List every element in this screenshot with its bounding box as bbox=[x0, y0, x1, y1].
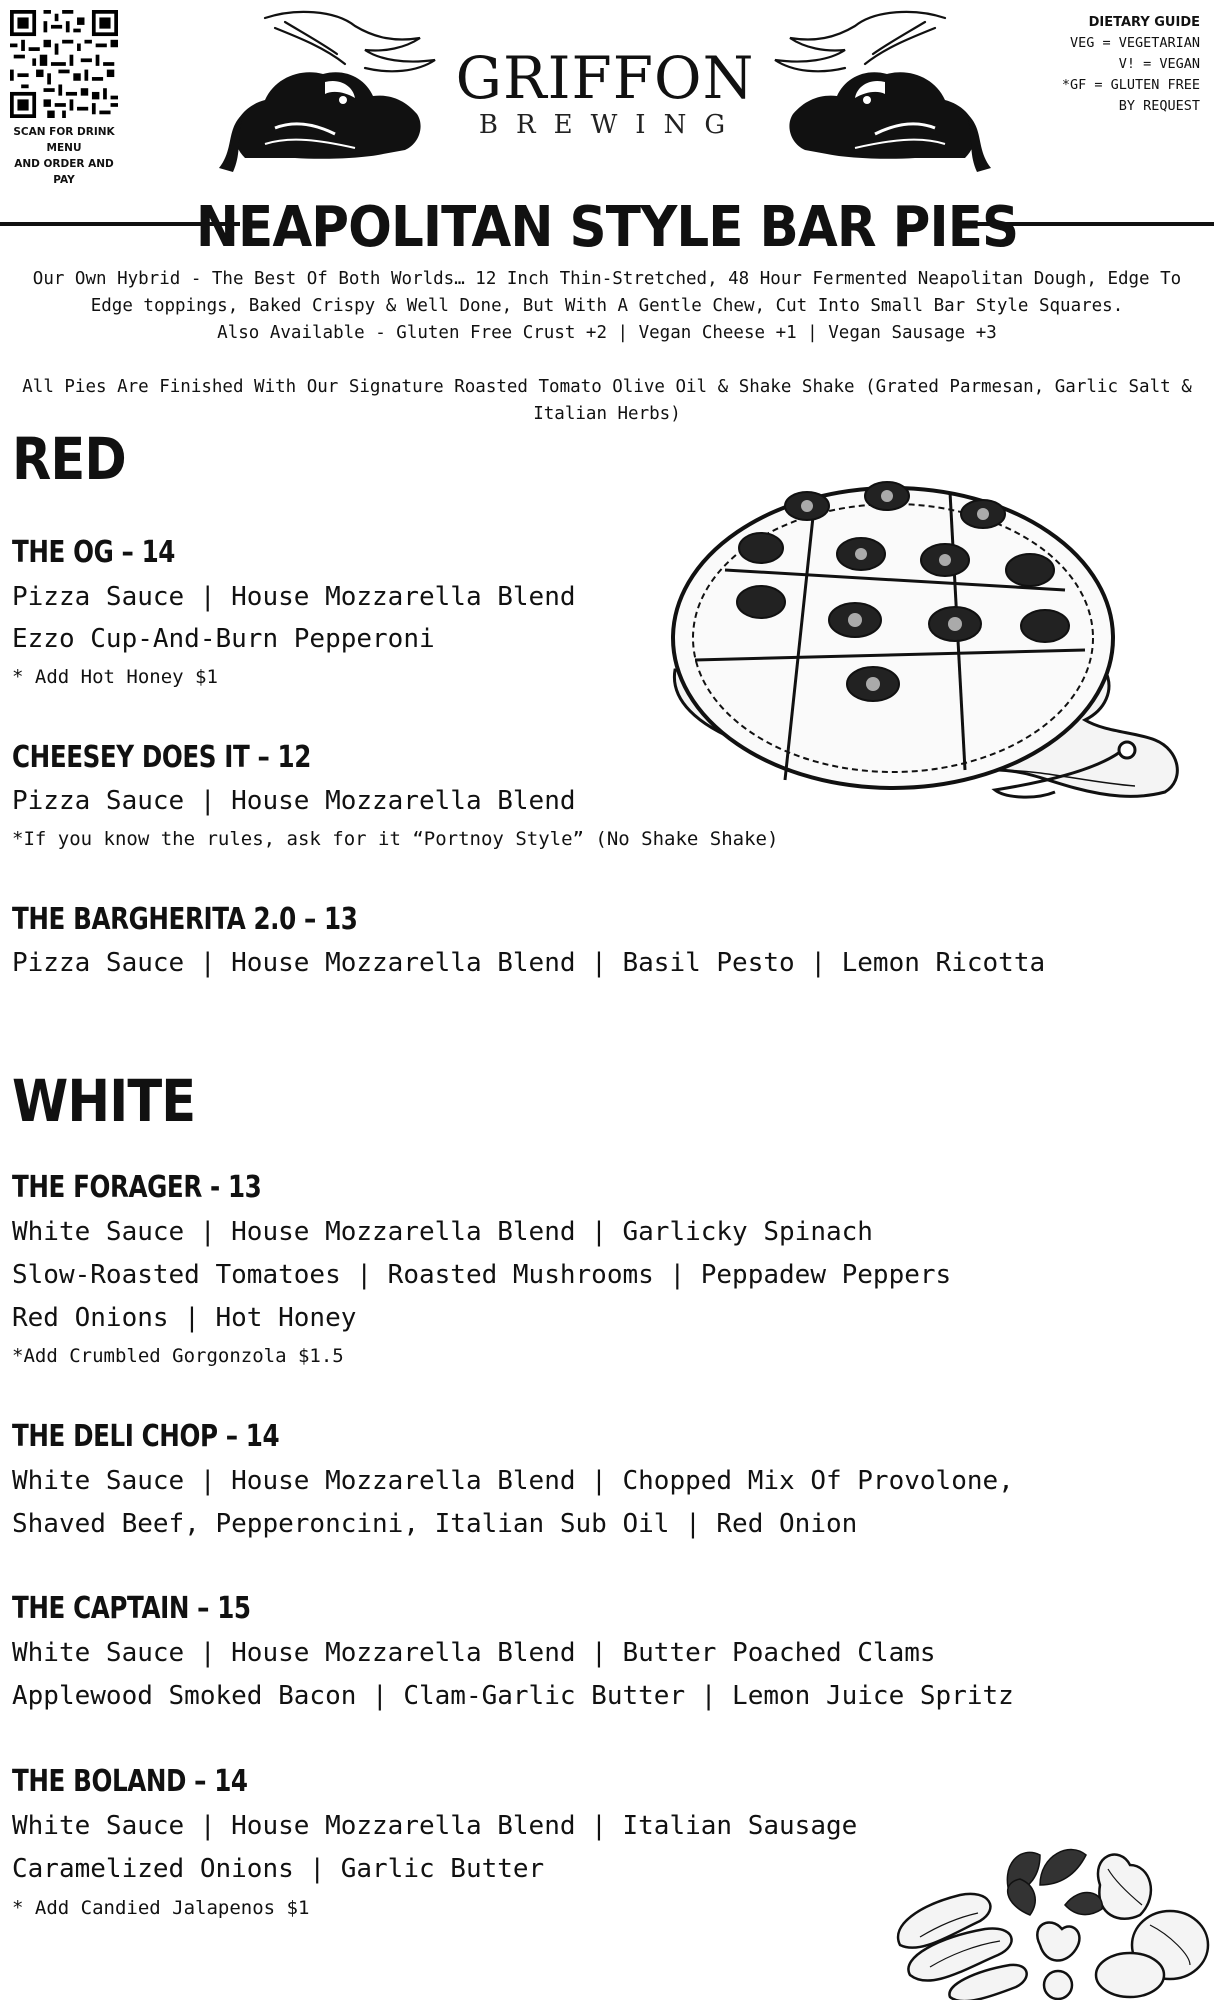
menu-item-name: THE CAPTAIN – 15 bbox=[12, 1591, 251, 1626]
dietary-guide bbox=[1062, 12, 1200, 117]
menu-item-line: Ezzo Cup-And-Burn Pepperoni bbox=[12, 624, 435, 654]
intro-finish: All Pies Are Finished With Our Signature Roasted Tomato Olive Oil & Shake Shake (Grated Parmesan, Garlic Salt & Italian Herbs) bbox=[22, 377, 1192, 424]
menu-item-line: Caramelized Onions | Garlic Butter bbox=[12, 1854, 545, 1884]
menu-item-name: THE FORAGER - 13 bbox=[12, 1170, 262, 1205]
menu-item-line: White Sauce | House Mozzarella Blend | Italian Sausage bbox=[12, 1811, 858, 1841]
brand-name: GRIFFON bbox=[455, 44, 755, 112]
menu-item-note: * Add Hot Honey $1 bbox=[12, 666, 218, 688]
menu-item-line: Red Onions | Hot Honey bbox=[12, 1303, 357, 1333]
dietary-line: BY REQUEST bbox=[1118, 98, 1200, 114]
dietary-guide-title: DIETARY GUIDE bbox=[1088, 15, 1200, 30]
dietary-line: VEG = VEGETARIAN bbox=[1069, 35, 1200, 51]
section-heading-red: RED bbox=[12, 425, 126, 493]
menu-item-note: *If you know the rules, ask for it “Portnoy Style” (No Shake Shake) bbox=[12, 828, 779, 850]
dietary-line: V! = VEGAN bbox=[1118, 56, 1200, 72]
intro-description: Our Own Hybrid - The Best Of Both Worlds… 12 Inch Thin-Stretched, 48 Hour Fermented Neapolitan Dough, Edge To Edge toppings, Baked Crispy & Well Done, But With A Gentle Chew, Cut Into Small Bar Style Squares. bbox=[32, 269, 1182, 316]
menu-item-name: CHEESEY DOES IT – 12 bbox=[12, 740, 311, 775]
qr-caption: SCAN FOR DRINK MENU AND ORDER AND PAY bbox=[13, 126, 115, 186]
brand-subtitle: BREWING bbox=[478, 110, 744, 140]
menu-item-note: * Add Candied Jalapenos $1 bbox=[12, 1897, 310, 1919]
menu-item-line: Applewood Smoked Bacon | Clam-Garlic Butter | Lemon Juice Spritz bbox=[12, 1681, 1014, 1711]
menu-item-name: THE DELI CHOP – 14 bbox=[12, 1419, 280, 1454]
menu-item-line: Pizza Sauce | House Mozzarella Blend bbox=[12, 786, 576, 816]
griffin-right-icon bbox=[755, 8, 1005, 180]
menu-item-line: Pizza Sauce | House Mozzarella Blend | Basil Pesto | Lemon Ricotta bbox=[12, 948, 1046, 978]
qr-code-icon[interactable] bbox=[10, 10, 118, 118]
pizza-illustration bbox=[665, 470, 1185, 810]
menu-item-line: White Sauce | House Mozzarella Blend | Chopped Mix Of Provolone, bbox=[12, 1466, 1014, 1496]
page-title: NEAPOLITAN STYLE BAR PIES bbox=[195, 195, 1019, 260]
menu-item-line: Shaved Beef, Pepperoncini, Italian Sub Oil | Red Onion bbox=[12, 1509, 858, 1539]
menu-item-line: Slow-Roasted Tomatoes | Roasted Mushrooms | Peppadew Peppers bbox=[12, 1260, 952, 1290]
menu-item-line: White Sauce | House Mozzarella Blend | Garlicky Spinach bbox=[12, 1217, 873, 1247]
menu-item-note: *Add Crumbled Gorgonzola $1.5 bbox=[12, 1345, 344, 1367]
section-heading-white: WHITE bbox=[12, 1067, 196, 1135]
intro-options: Also Available - Gluten Free Crust +2 | Vegan Cheese +1 | Vegan Sausage +3 bbox=[217, 323, 997, 343]
vegetables-illustration bbox=[890, 1825, 1210, 2000]
dietary-line: *GF = GLUTEN FREE bbox=[1061, 77, 1200, 93]
menu-item-name: THE BOLAND – 14 bbox=[12, 1764, 248, 1799]
menu-item-line: Pizza Sauce | House Mozzarella Blend bbox=[12, 582, 576, 612]
menu-item-name: THE OG – 14 bbox=[12, 535, 176, 570]
menu-item-line: White Sauce | House Mozzarella Blend | Butter Poached Clams bbox=[12, 1638, 936, 1668]
menu-item-name: THE BARGHERITA 2.0 – 13 bbox=[12, 902, 358, 937]
griffin-left-icon bbox=[205, 8, 455, 180]
